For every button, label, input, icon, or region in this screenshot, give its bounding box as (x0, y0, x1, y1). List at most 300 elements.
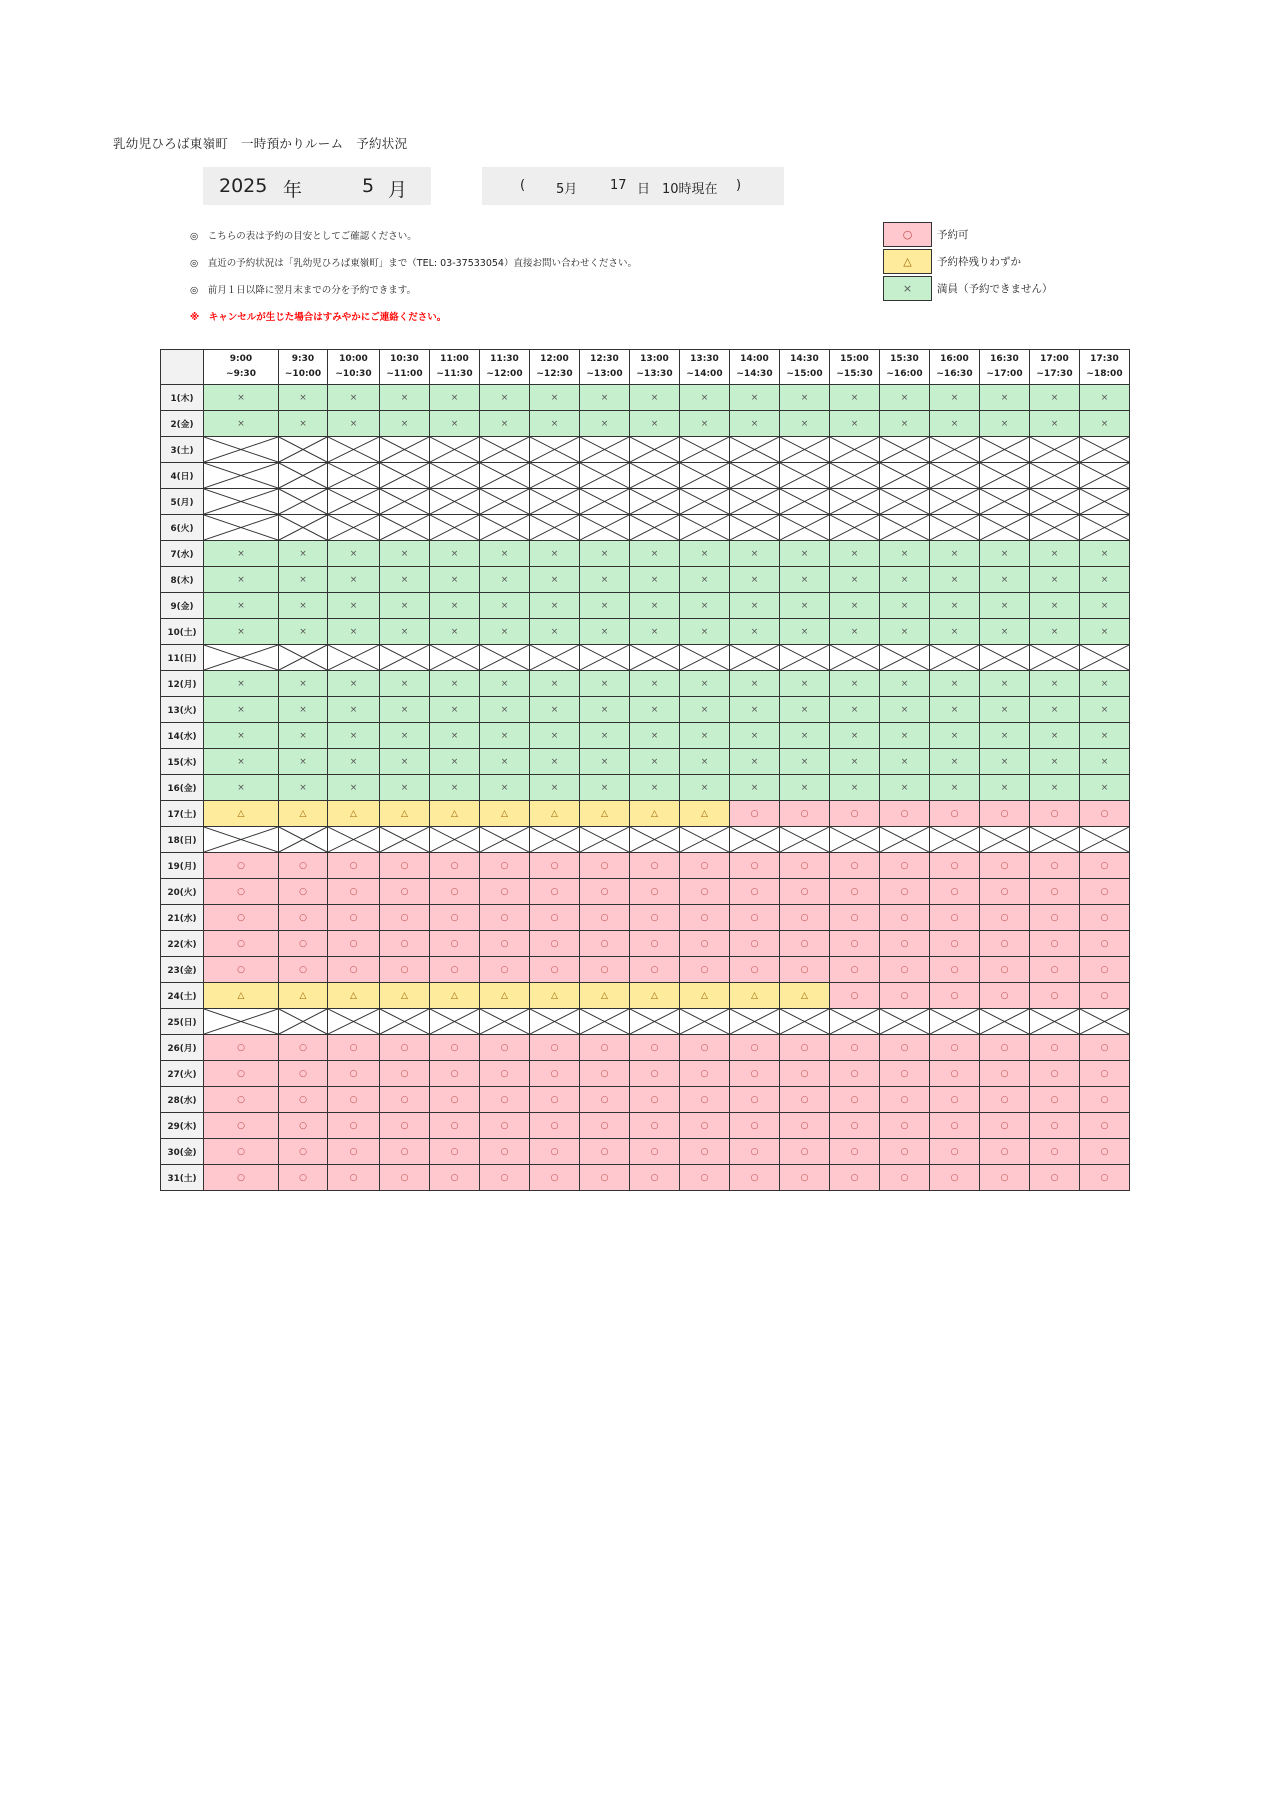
year-value: 2025 (219, 175, 268, 197)
available-slot-cell: ○ (279, 905, 328, 931)
day-row (161, 957, 1130, 983)
time-header-row (161, 350, 1130, 385)
as-of-month: 5月 (556, 182, 578, 197)
closed-cell (430, 463, 480, 489)
available-slot-cell: ○ (730, 1113, 780, 1139)
available-slot-cell: ○ (380, 853, 430, 879)
closed-cross-icon (480, 463, 529, 488)
closed-cross-icon (980, 489, 1029, 514)
time-slot-header (730, 350, 780, 385)
available-slot-cell: ○ (930, 1035, 980, 1061)
closed-cell (630, 645, 680, 671)
closed-cell (480, 463, 530, 489)
available-slot-cell: ○ (880, 1165, 930, 1191)
closed-cross-icon (380, 515, 429, 540)
full-slot-cell: × (630, 775, 680, 801)
closed-cross-icon (430, 827, 479, 852)
full-slot-cell: × (730, 697, 780, 723)
full-slot-cell: × (328, 775, 380, 801)
closed-cell (480, 645, 530, 671)
closed-cross-icon (279, 645, 327, 670)
closed-cross-icon (830, 645, 879, 670)
slot-start: 9:00 (229, 354, 253, 364)
day-row (161, 645, 1130, 671)
available-slot-cell: ○ (730, 1139, 780, 1165)
available-slot-cell: ○ (1080, 1087, 1130, 1113)
closed-cross-icon (830, 489, 879, 514)
note-3: ◎ 前月１日以降に翌月末までの分を予約できます。 (190, 285, 417, 296)
full-slot-cell: × (730, 593, 780, 619)
available-slot-cell: ○ (1080, 931, 1130, 957)
full-slot-cell: × (680, 593, 730, 619)
closed-cell (530, 827, 580, 853)
closed-cell (580, 463, 630, 489)
day-row (161, 697, 1130, 723)
closed-cross-icon (730, 515, 779, 540)
time-slot-header (1080, 350, 1130, 385)
few-left-slot-cell: △ (630, 801, 680, 827)
day-row (161, 541, 1130, 567)
full-slot-cell: × (930, 671, 980, 697)
slot-start: 15:00 (840, 354, 869, 364)
time-slot-header (380, 350, 430, 385)
closed-cross-icon (530, 827, 579, 852)
available-slot-cell: ○ (1030, 1035, 1080, 1061)
available-slot-cell: ○ (630, 1061, 680, 1087)
day-label: 21(水) (161, 905, 204, 931)
page-title: 乳幼児ひろば東嶺町 一時預かりルーム 予約状況 (113, 136, 408, 151)
full-slot-cell: × (580, 593, 630, 619)
full-slot-cell: × (780, 567, 830, 593)
full-slot-cell: × (980, 671, 1030, 697)
day-row (161, 1087, 1130, 1113)
available-slot-cell: ○ (480, 1139, 530, 1165)
available-slot-cell: ○ (930, 1087, 980, 1113)
closed-cross-icon (279, 827, 327, 852)
available-slot-cell: ○ (1080, 1061, 1130, 1087)
day-row (161, 827, 1130, 853)
available-slot-cell: ○ (530, 905, 580, 931)
available-slot-cell: ○ (328, 1113, 380, 1139)
closed-cross-icon (980, 463, 1029, 488)
time-slot-header (204, 350, 279, 385)
day-label: 6(火) (161, 515, 204, 541)
full-slot-cell: × (830, 749, 880, 775)
available-slot-cell: ○ (880, 957, 930, 983)
few-left-slot-cell: △ (328, 801, 380, 827)
available-slot-cell: ○ (328, 1061, 380, 1087)
day-row (161, 567, 1130, 593)
day-label: 1(木) (161, 385, 204, 411)
slot-start: 13:00 (640, 354, 669, 364)
full-slot-cell: × (880, 411, 930, 437)
full-slot-cell: × (780, 775, 830, 801)
available-slot-cell: ○ (830, 1061, 880, 1087)
closed-cell (328, 645, 380, 671)
full-slot-cell: × (1080, 567, 1130, 593)
available-slot-cell: ○ (480, 1165, 530, 1191)
day-row (161, 723, 1130, 749)
full-slot-cell: × (830, 723, 880, 749)
full-slot-cell: × (880, 723, 930, 749)
day-row (161, 1139, 1130, 1165)
full-slot-cell: × (630, 541, 680, 567)
closed-cross-icon (730, 645, 779, 670)
available-slot-cell: ○ (530, 853, 580, 879)
available-slot-cell: ○ (380, 879, 430, 905)
closed-cell (980, 489, 1030, 515)
available-slot-cell: ○ (730, 1165, 780, 1191)
full-slot-cell: × (980, 749, 1030, 775)
as-of-close: ) (736, 178, 742, 193)
full-slot-cell: × (480, 697, 530, 723)
full-slot-cell: × (1080, 775, 1130, 801)
full-slot-cell: × (430, 697, 480, 723)
closed-cross-icon (328, 489, 379, 514)
available-slot-cell: ○ (830, 1035, 880, 1061)
full-slot-cell: × (1030, 697, 1080, 723)
available-slot-cell: ○ (780, 931, 830, 957)
available-slot-cell: ○ (430, 1061, 480, 1087)
full-slot-cell: × (279, 671, 328, 697)
closed-cell (380, 463, 430, 489)
full-slot-cell: × (680, 749, 730, 775)
closed-cross-icon (630, 1009, 679, 1034)
legend-circle-icon: ○ (883, 222, 932, 247)
available-slot-cell: ○ (930, 1165, 980, 1191)
closed-cross-icon (980, 437, 1029, 462)
closed-cell (430, 645, 480, 671)
full-slot-cell: × (580, 541, 630, 567)
time-slot-header (480, 350, 530, 385)
warning-note: ※ キャンセルが生じた場合はすみやかにご連絡ください。 (190, 312, 447, 323)
available-slot-cell: ○ (279, 931, 328, 957)
available-slot-cell: ○ (880, 1035, 930, 1061)
few-left-slot-cell: △ (430, 801, 480, 827)
closed-cell (730, 515, 780, 541)
full-slot-cell: × (430, 723, 480, 749)
slot-end: ~11:00 (386, 369, 423, 379)
full-slot-cell: × (630, 723, 680, 749)
full-slot-cell: × (430, 385, 480, 411)
available-slot-cell: ○ (880, 1113, 930, 1139)
closed-cross-icon (580, 515, 629, 540)
available-slot-cell: ○ (880, 801, 930, 827)
closed-cell (580, 827, 630, 853)
time-slot-header (780, 350, 830, 385)
available-slot-cell: ○ (1080, 905, 1130, 931)
closed-cross-icon (380, 437, 429, 462)
full-slot-cell: × (580, 749, 630, 775)
available-slot-cell: ○ (279, 1087, 328, 1113)
full-slot-cell: × (880, 671, 930, 697)
available-slot-cell: ○ (930, 1139, 980, 1165)
available-slot-cell: ○ (430, 905, 480, 931)
full-slot-cell: × (204, 671, 279, 697)
day-row (161, 385, 1130, 411)
available-slot-cell: ○ (1030, 801, 1080, 827)
available-slot-cell: ○ (980, 931, 1030, 957)
available-slot-cell: ○ (880, 931, 930, 957)
closed-cross-icon (880, 1009, 929, 1034)
full-slot-cell: × (204, 385, 279, 411)
slot-start: 14:30 (790, 354, 819, 364)
full-slot-cell: × (1080, 593, 1130, 619)
closed-cross-icon (930, 515, 979, 540)
slot-end: ~16:30 (936, 369, 973, 379)
available-slot-cell: ○ (730, 905, 780, 931)
day-row (161, 515, 1130, 541)
closed-cross-icon (380, 1009, 429, 1034)
full-slot-cell: × (328, 541, 380, 567)
closed-cell (480, 489, 530, 515)
available-slot-cell: ○ (480, 1087, 530, 1113)
available-slot-cell: ○ (680, 1139, 730, 1165)
closed-cell (780, 645, 830, 671)
closed-cross-icon (328, 437, 379, 462)
available-slot-cell: ○ (530, 1113, 580, 1139)
closed-cell (830, 645, 880, 671)
day-label: 24(土) (161, 983, 204, 1009)
day-row (161, 853, 1130, 879)
table-corner (161, 350, 204, 385)
full-slot-cell: × (980, 723, 1030, 749)
day-label: 16(金) (161, 775, 204, 801)
available-slot-cell: ○ (204, 1061, 279, 1087)
closed-cross-icon (1030, 463, 1079, 488)
few-left-slot-cell: △ (480, 983, 530, 1009)
full-slot-cell: × (328, 749, 380, 775)
day-row (161, 671, 1130, 697)
time-slot-header (830, 350, 880, 385)
few-left-slot-cell: △ (204, 801, 279, 827)
closed-cell (880, 489, 930, 515)
full-slot-cell: × (430, 775, 480, 801)
day-label: 15(木) (161, 749, 204, 775)
time-slot-header (1030, 350, 1080, 385)
closed-cross-icon (1030, 645, 1079, 670)
closed-cell (430, 515, 480, 541)
closed-cell (1030, 515, 1080, 541)
day-row (161, 879, 1130, 905)
available-slot-cell: ○ (279, 879, 328, 905)
full-slot-cell: × (204, 567, 279, 593)
available-slot-cell: ○ (730, 957, 780, 983)
available-slot-cell: ○ (1030, 1165, 1080, 1191)
full-slot-cell: × (430, 541, 480, 567)
closed-cross-icon (780, 1009, 829, 1034)
available-slot-cell: ○ (530, 1087, 580, 1113)
full-slot-cell: × (630, 697, 680, 723)
available-slot-cell: ○ (680, 1165, 730, 1191)
closed-cross-icon (380, 645, 429, 670)
day-label: 31(土) (161, 1165, 204, 1191)
slot-end: ~16:00 (886, 369, 923, 379)
closed-cell (630, 515, 680, 541)
closed-cell (980, 437, 1030, 463)
full-slot-cell: × (1080, 697, 1130, 723)
closed-cell (1080, 463, 1130, 489)
full-slot-cell: × (530, 541, 580, 567)
full-slot-cell: × (730, 723, 780, 749)
closed-cell (1030, 827, 1080, 853)
closed-cell (328, 463, 380, 489)
closed-cross-icon (580, 1009, 629, 1034)
time-slot-header (930, 350, 980, 385)
available-slot-cell: ○ (530, 1139, 580, 1165)
closed-cell (328, 515, 380, 541)
closed-cross-icon (880, 827, 929, 852)
closed-cell (279, 827, 328, 853)
full-slot-cell: × (1080, 749, 1130, 775)
legend-triangle-icon: △ (883, 249, 932, 274)
day-label: 4(日) (161, 463, 204, 489)
few-left-slot-cell: △ (780, 983, 830, 1009)
available-slot-cell: ○ (204, 1113, 279, 1139)
available-slot-cell: ○ (680, 1113, 730, 1139)
full-slot-cell: × (279, 567, 328, 593)
closed-cross-icon (930, 827, 979, 852)
available-slot-cell: ○ (930, 931, 980, 957)
full-slot-cell: × (1030, 619, 1080, 645)
full-slot-cell: × (580, 775, 630, 801)
closed-cross-icon (930, 489, 979, 514)
few-left-slot-cell: △ (630, 983, 680, 1009)
slot-end: ~14:00 (686, 369, 723, 379)
closed-cell (430, 437, 480, 463)
closed-cell (1030, 1009, 1080, 1035)
closed-cross-icon (204, 827, 278, 852)
available-slot-cell: ○ (279, 1035, 328, 1061)
closed-cell (328, 827, 380, 853)
day-label: 26(月) (161, 1035, 204, 1061)
available-slot-cell: ○ (630, 1087, 680, 1113)
closed-cross-icon (279, 463, 327, 488)
available-slot-cell: ○ (380, 1113, 430, 1139)
available-slot-cell: ○ (204, 1087, 279, 1113)
available-slot-cell: ○ (1030, 1087, 1080, 1113)
slot-start: 17:30 (1090, 354, 1119, 364)
available-slot-cell: ○ (830, 853, 880, 879)
available-slot-cell: ○ (780, 853, 830, 879)
day-label: 9(金) (161, 593, 204, 619)
year-month-box (203, 167, 431, 205)
available-slot-cell: ○ (530, 1061, 580, 1087)
full-slot-cell: × (930, 593, 980, 619)
available-slot-cell: ○ (730, 1061, 780, 1087)
closed-cross-icon (780, 463, 829, 488)
closed-cross-icon (980, 645, 1029, 670)
full-slot-cell: × (480, 723, 530, 749)
available-slot-cell: ○ (880, 983, 930, 1009)
closed-cross-icon (930, 645, 979, 670)
available-slot-cell: ○ (930, 957, 980, 983)
few-left-slot-cell: △ (530, 801, 580, 827)
closed-cell (880, 1009, 930, 1035)
closed-cell (630, 1009, 680, 1035)
available-slot-cell: ○ (328, 1139, 380, 1165)
closed-cross-icon (480, 515, 529, 540)
available-slot-cell: ○ (204, 957, 279, 983)
closed-cross-icon (680, 827, 729, 852)
closed-cell (328, 437, 380, 463)
closed-cell (204, 1009, 279, 1035)
day-label: 28(水) (161, 1087, 204, 1113)
time-slot-header (580, 350, 630, 385)
full-slot-cell: × (204, 541, 279, 567)
closed-cell (680, 489, 730, 515)
available-slot-cell: ○ (328, 1087, 380, 1113)
available-slot-cell: ○ (430, 1139, 480, 1165)
full-slot-cell: × (830, 541, 880, 567)
full-slot-cell: × (279, 411, 328, 437)
closed-cell (930, 489, 980, 515)
closed-cross-icon (279, 1009, 327, 1034)
closed-cell (980, 515, 1030, 541)
slot-start: 13:30 (690, 354, 719, 364)
full-slot-cell: × (480, 619, 530, 645)
day-label: 14(水) (161, 723, 204, 749)
closed-cell (1080, 1009, 1130, 1035)
full-slot-cell: × (1030, 671, 1080, 697)
available-slot-cell: ○ (730, 879, 780, 905)
closed-cross-icon (980, 1009, 1029, 1034)
day-label: 20(火) (161, 879, 204, 905)
closed-cross-icon (1030, 489, 1079, 514)
full-slot-cell: × (380, 385, 430, 411)
full-slot-cell: × (730, 749, 780, 775)
available-slot-cell: ○ (580, 1113, 630, 1139)
slot-start: 14:00 (740, 354, 769, 364)
available-slot-cell: ○ (630, 957, 680, 983)
full-slot-cell: × (480, 541, 530, 567)
full-slot-cell: × (1080, 541, 1130, 567)
month-value: 5 (362, 175, 375, 197)
closed-cell (980, 827, 1030, 853)
slot-end: ~18:00 (1086, 369, 1123, 379)
available-slot-cell: ○ (880, 853, 930, 879)
day-row (161, 1009, 1130, 1035)
available-slot-cell: ○ (730, 1035, 780, 1061)
legend-label: 満員（予約できません） (937, 283, 1053, 295)
few-left-slot-cell: △ (279, 801, 328, 827)
full-slot-cell: × (580, 411, 630, 437)
full-slot-cell: × (380, 749, 430, 775)
full-slot-cell: × (930, 567, 980, 593)
slot-end: ~13:00 (586, 369, 623, 379)
closed-cross-icon (1030, 515, 1079, 540)
slot-end: ~10:30 (335, 369, 372, 379)
full-slot-cell: × (880, 749, 930, 775)
available-slot-cell: ○ (204, 1035, 279, 1061)
available-slot-cell: ○ (980, 853, 1030, 879)
closed-cell (580, 437, 630, 463)
full-slot-cell: × (380, 671, 430, 697)
closed-cross-icon (830, 515, 879, 540)
available-slot-cell: ○ (780, 1035, 830, 1061)
full-slot-cell: × (930, 385, 980, 411)
available-slot-cell: ○ (580, 1035, 630, 1061)
full-slot-cell: × (204, 619, 279, 645)
available-slot-cell: ○ (830, 957, 880, 983)
few-left-slot-cell: △ (204, 983, 279, 1009)
closed-cross-icon (780, 515, 829, 540)
available-slot-cell: ○ (430, 853, 480, 879)
full-slot-cell: × (830, 671, 880, 697)
closed-cross-icon (430, 515, 479, 540)
closed-cell (530, 489, 580, 515)
available-slot-cell: ○ (580, 879, 630, 905)
